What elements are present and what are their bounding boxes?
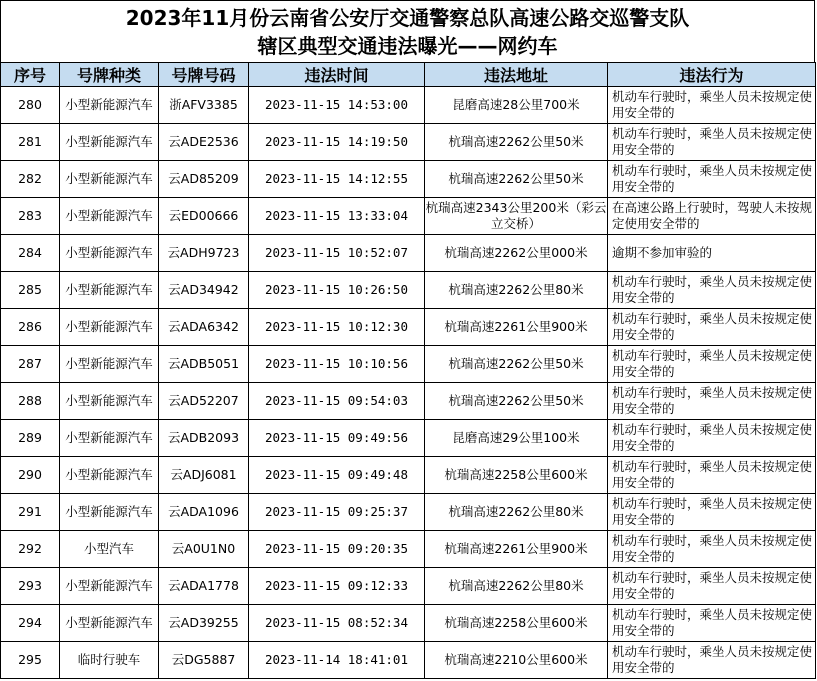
cell-violation-address: 杭瑞高速2261公里900米 bbox=[425, 309, 608, 346]
cell-violation-act: 机动车行驶时，乘坐人员未按规定使用安全带的 bbox=[608, 272, 816, 309]
table-row bbox=[1, 531, 816, 568]
cell-violation-act: 机动车行驶时，乘坐人员未按规定使用安全带的 bbox=[608, 605, 816, 642]
cell-no: 285 bbox=[1, 272, 60, 309]
cell-no: 282 bbox=[1, 161, 60, 198]
cell-violation-time: 2023-11-15 10:10:56 bbox=[249, 346, 425, 383]
cell-violation-address: 杭瑞高速2262公里80米 bbox=[425, 568, 608, 605]
cell-no: 286 bbox=[1, 309, 60, 346]
violation-table bbox=[0, 62, 816, 679]
cell-plate-type: 小型新能源汽车 bbox=[60, 420, 159, 457]
cell-violation-time: 2023-11-15 10:12:30 bbox=[249, 309, 425, 346]
cell-violation-act: 机动车行驶时，乘坐人员未按规定使用安全带的 bbox=[608, 531, 816, 568]
table-body bbox=[1, 87, 816, 679]
cell-violation-time: 2023-11-15 08:52:34 bbox=[249, 605, 425, 642]
cell-violation-time: 2023-11-14 18:41:01 bbox=[249, 642, 425, 679]
table-row bbox=[1, 383, 816, 420]
cell-no: 283 bbox=[1, 198, 60, 235]
cell-violation-time: 2023-11-15 10:26:50 bbox=[249, 272, 425, 309]
cell-plate-number: 云DG5887 bbox=[159, 642, 249, 679]
table-row bbox=[1, 457, 816, 494]
cell-violation-time: 2023-11-15 09:49:56 bbox=[249, 420, 425, 457]
header-plate-type: 号牌种类 bbox=[60, 63, 159, 87]
cell-violation-time: 2023-11-15 14:12:55 bbox=[249, 161, 425, 198]
cell-plate-number: 云AD85209 bbox=[159, 161, 249, 198]
cell-plate-type: 小型新能源汽车 bbox=[60, 272, 159, 309]
table-row bbox=[1, 272, 816, 309]
cell-violation-act: 机动车行驶时，乘坐人员未按规定使用安全带的 bbox=[608, 383, 816, 420]
cell-violation-address: 杭瑞高速2343公里200米（彩云立交桥） bbox=[425, 198, 608, 235]
cell-plate-number: 云ADA1096 bbox=[159, 494, 249, 531]
cell-plate-type: 小型新能源汽车 bbox=[60, 309, 159, 346]
cell-no: 293 bbox=[1, 568, 60, 605]
cell-plate-number: 云A0U1N0 bbox=[159, 531, 249, 568]
cell-plate-type: 临时行驶车 bbox=[60, 642, 159, 679]
cell-no: 280 bbox=[1, 87, 60, 124]
table-row bbox=[1, 161, 816, 198]
cell-violation-time: 2023-11-15 09:25:37 bbox=[249, 494, 425, 531]
cell-plate-number: 云ADA1778 bbox=[159, 568, 249, 605]
cell-plate-type: 小型新能源汽车 bbox=[60, 494, 159, 531]
cell-violation-address: 昆磨高速29公里100米 bbox=[425, 420, 608, 457]
cell-violation-act: 机动车行驶时，乘坐人员未按规定使用安全带的 bbox=[608, 87, 816, 124]
table-row bbox=[1, 235, 816, 272]
cell-no: 294 bbox=[1, 605, 60, 642]
cell-no: 281 bbox=[1, 124, 60, 161]
cell-violation-address: 杭瑞高速2262公里80米 bbox=[425, 272, 608, 309]
cell-no: 289 bbox=[1, 420, 60, 457]
table-row bbox=[1, 346, 816, 383]
cell-plate-number: 云ED00666 bbox=[159, 198, 249, 235]
cell-violation-time: 2023-11-15 09:20:35 bbox=[249, 531, 425, 568]
header-plate-number: 号牌号码 bbox=[159, 63, 249, 87]
cell-no: 284 bbox=[1, 235, 60, 272]
cell-plate-number: 云AD52207 bbox=[159, 383, 249, 420]
cell-plate-number: 云ADA6342 bbox=[159, 309, 249, 346]
table-row bbox=[1, 309, 816, 346]
cell-violation-act: 在高速公路上行驶时，驾驶人未按规定使用安全带的 bbox=[608, 198, 816, 235]
cell-violation-act: 机动车行驶时，乘坐人员未按规定使用安全带的 bbox=[608, 568, 816, 605]
cell-violation-address: 杭瑞高速2210公里600米 bbox=[425, 642, 608, 679]
cell-violation-act: 机动车行驶时，乘坐人员未按规定使用安全带的 bbox=[608, 309, 816, 346]
table-row bbox=[1, 642, 816, 679]
cell-plate-type: 小型新能源汽车 bbox=[60, 346, 159, 383]
cell-violation-act: 机动车行驶时，乘坐人员未按规定使用安全带的 bbox=[608, 420, 816, 457]
cell-violation-act: 逾期不参加审验的 bbox=[608, 235, 816, 272]
cell-violation-act: 机动车行驶时，乘坐人员未按规定使用安全带的 bbox=[608, 642, 816, 679]
table-row bbox=[1, 494, 816, 531]
cell-no: 291 bbox=[1, 494, 60, 531]
cell-plate-number: 云ADJ6081 bbox=[159, 457, 249, 494]
cell-violation-address: 杭瑞高速2262公里50米 bbox=[425, 124, 608, 161]
cell-violation-act: 机动车行驶时，乘坐人员未按规定使用安全带的 bbox=[608, 494, 816, 531]
cell-violation-time: 2023-11-15 14:19:50 bbox=[249, 124, 425, 161]
table-row bbox=[1, 87, 816, 124]
cell-plate-type: 小型新能源汽车 bbox=[60, 235, 159, 272]
cell-no: 287 bbox=[1, 346, 60, 383]
cell-violation-address: 杭瑞高速2258公里600米 bbox=[425, 605, 608, 642]
header-no: 序号 bbox=[1, 63, 60, 87]
cell-violation-address: 杭瑞高速2262公里80米 bbox=[425, 494, 608, 531]
cell-violation-time: 2023-11-15 14:53:00 bbox=[249, 87, 425, 124]
header-violation-address: 违法地址 bbox=[425, 63, 608, 87]
cell-plate-type: 小型新能源汽车 bbox=[60, 124, 159, 161]
cell-plate-number: 云ADB5051 bbox=[159, 346, 249, 383]
cell-violation-address: 杭瑞高速2262公里50米 bbox=[425, 161, 608, 198]
header-violation-time: 违法时间 bbox=[249, 63, 425, 87]
table-row bbox=[1, 568, 816, 605]
document-title bbox=[0, 0, 815, 62]
cell-violation-time: 2023-11-15 13:33:04 bbox=[249, 198, 425, 235]
cell-plate-type: 小型新能源汽车 bbox=[60, 383, 159, 420]
cell-no: 292 bbox=[1, 531, 60, 568]
cell-violation-address: 杭瑞高速2262公里000米 bbox=[425, 235, 608, 272]
cell-plate-type: 小型新能源汽车 bbox=[60, 568, 159, 605]
table-row bbox=[1, 420, 816, 457]
cell-violation-act: 机动车行驶时，乘坐人员未按规定使用安全带的 bbox=[608, 457, 816, 494]
title-line-1: 2023年11月份云南省公安厅交通警察总队高速公路交巡警支队 bbox=[125, 6, 690, 30]
cell-plate-number: 云ADB2093 bbox=[159, 420, 249, 457]
header-violation-act: 违法行为 bbox=[608, 63, 816, 87]
cell-violation-address: 杭瑞高速2261公里900米 bbox=[425, 531, 608, 568]
title-line-2: 辖区典型交通违法曝光——网约车 bbox=[257, 34, 558, 58]
cell-plate-type: 小型新能源汽车 bbox=[60, 605, 159, 642]
table-row bbox=[1, 605, 816, 642]
cell-plate-number: 浙AFV3385 bbox=[159, 87, 249, 124]
cell-plate-type: 小型新能源汽车 bbox=[60, 87, 159, 124]
cell-plate-number: 云AD34942 bbox=[159, 272, 249, 309]
cell-plate-number: 云AD39255 bbox=[159, 605, 249, 642]
table-row bbox=[1, 124, 816, 161]
cell-plate-type: 小型新能源汽车 bbox=[60, 161, 159, 198]
cell-violation-address: 杭瑞高速2258公里600米 bbox=[425, 457, 608, 494]
cell-violation-address: 杭瑞高速2262公里50米 bbox=[425, 346, 608, 383]
cell-violation-time: 2023-11-15 09:12:33 bbox=[249, 568, 425, 605]
cell-violation-address: 杭瑞高速2262公里50米 bbox=[425, 383, 608, 420]
header-row bbox=[1, 63, 816, 87]
cell-no: 288 bbox=[1, 383, 60, 420]
cell-no: 290 bbox=[1, 457, 60, 494]
cell-plate-type: 小型新能源汽车 bbox=[60, 457, 159, 494]
cell-no: 295 bbox=[1, 642, 60, 679]
cell-plate-type: 小型新能源汽车 bbox=[60, 198, 159, 235]
cell-violation-act: 机动车行驶时，乘坐人员未按规定使用安全带的 bbox=[608, 124, 816, 161]
cell-violation-act: 机动车行驶时，乘坐人员未按规定使用安全带的 bbox=[608, 161, 816, 198]
cell-plate-number: 云ADE2536 bbox=[159, 124, 249, 161]
cell-violation-time: 2023-11-15 10:52:07 bbox=[249, 235, 425, 272]
cell-violation-address: 昆磨高速28公里700米 bbox=[425, 87, 608, 124]
cell-plate-type: 小型汽车 bbox=[60, 531, 159, 568]
cell-violation-time: 2023-11-15 09:49:48 bbox=[249, 457, 425, 494]
cell-violation-time: 2023-11-15 09:54:03 bbox=[249, 383, 425, 420]
cell-plate-number: 云ADH9723 bbox=[159, 235, 249, 272]
table-row bbox=[1, 198, 816, 235]
cell-violation-act: 机动车行驶时，乘坐人员未按规定使用安全带的 bbox=[608, 346, 816, 383]
